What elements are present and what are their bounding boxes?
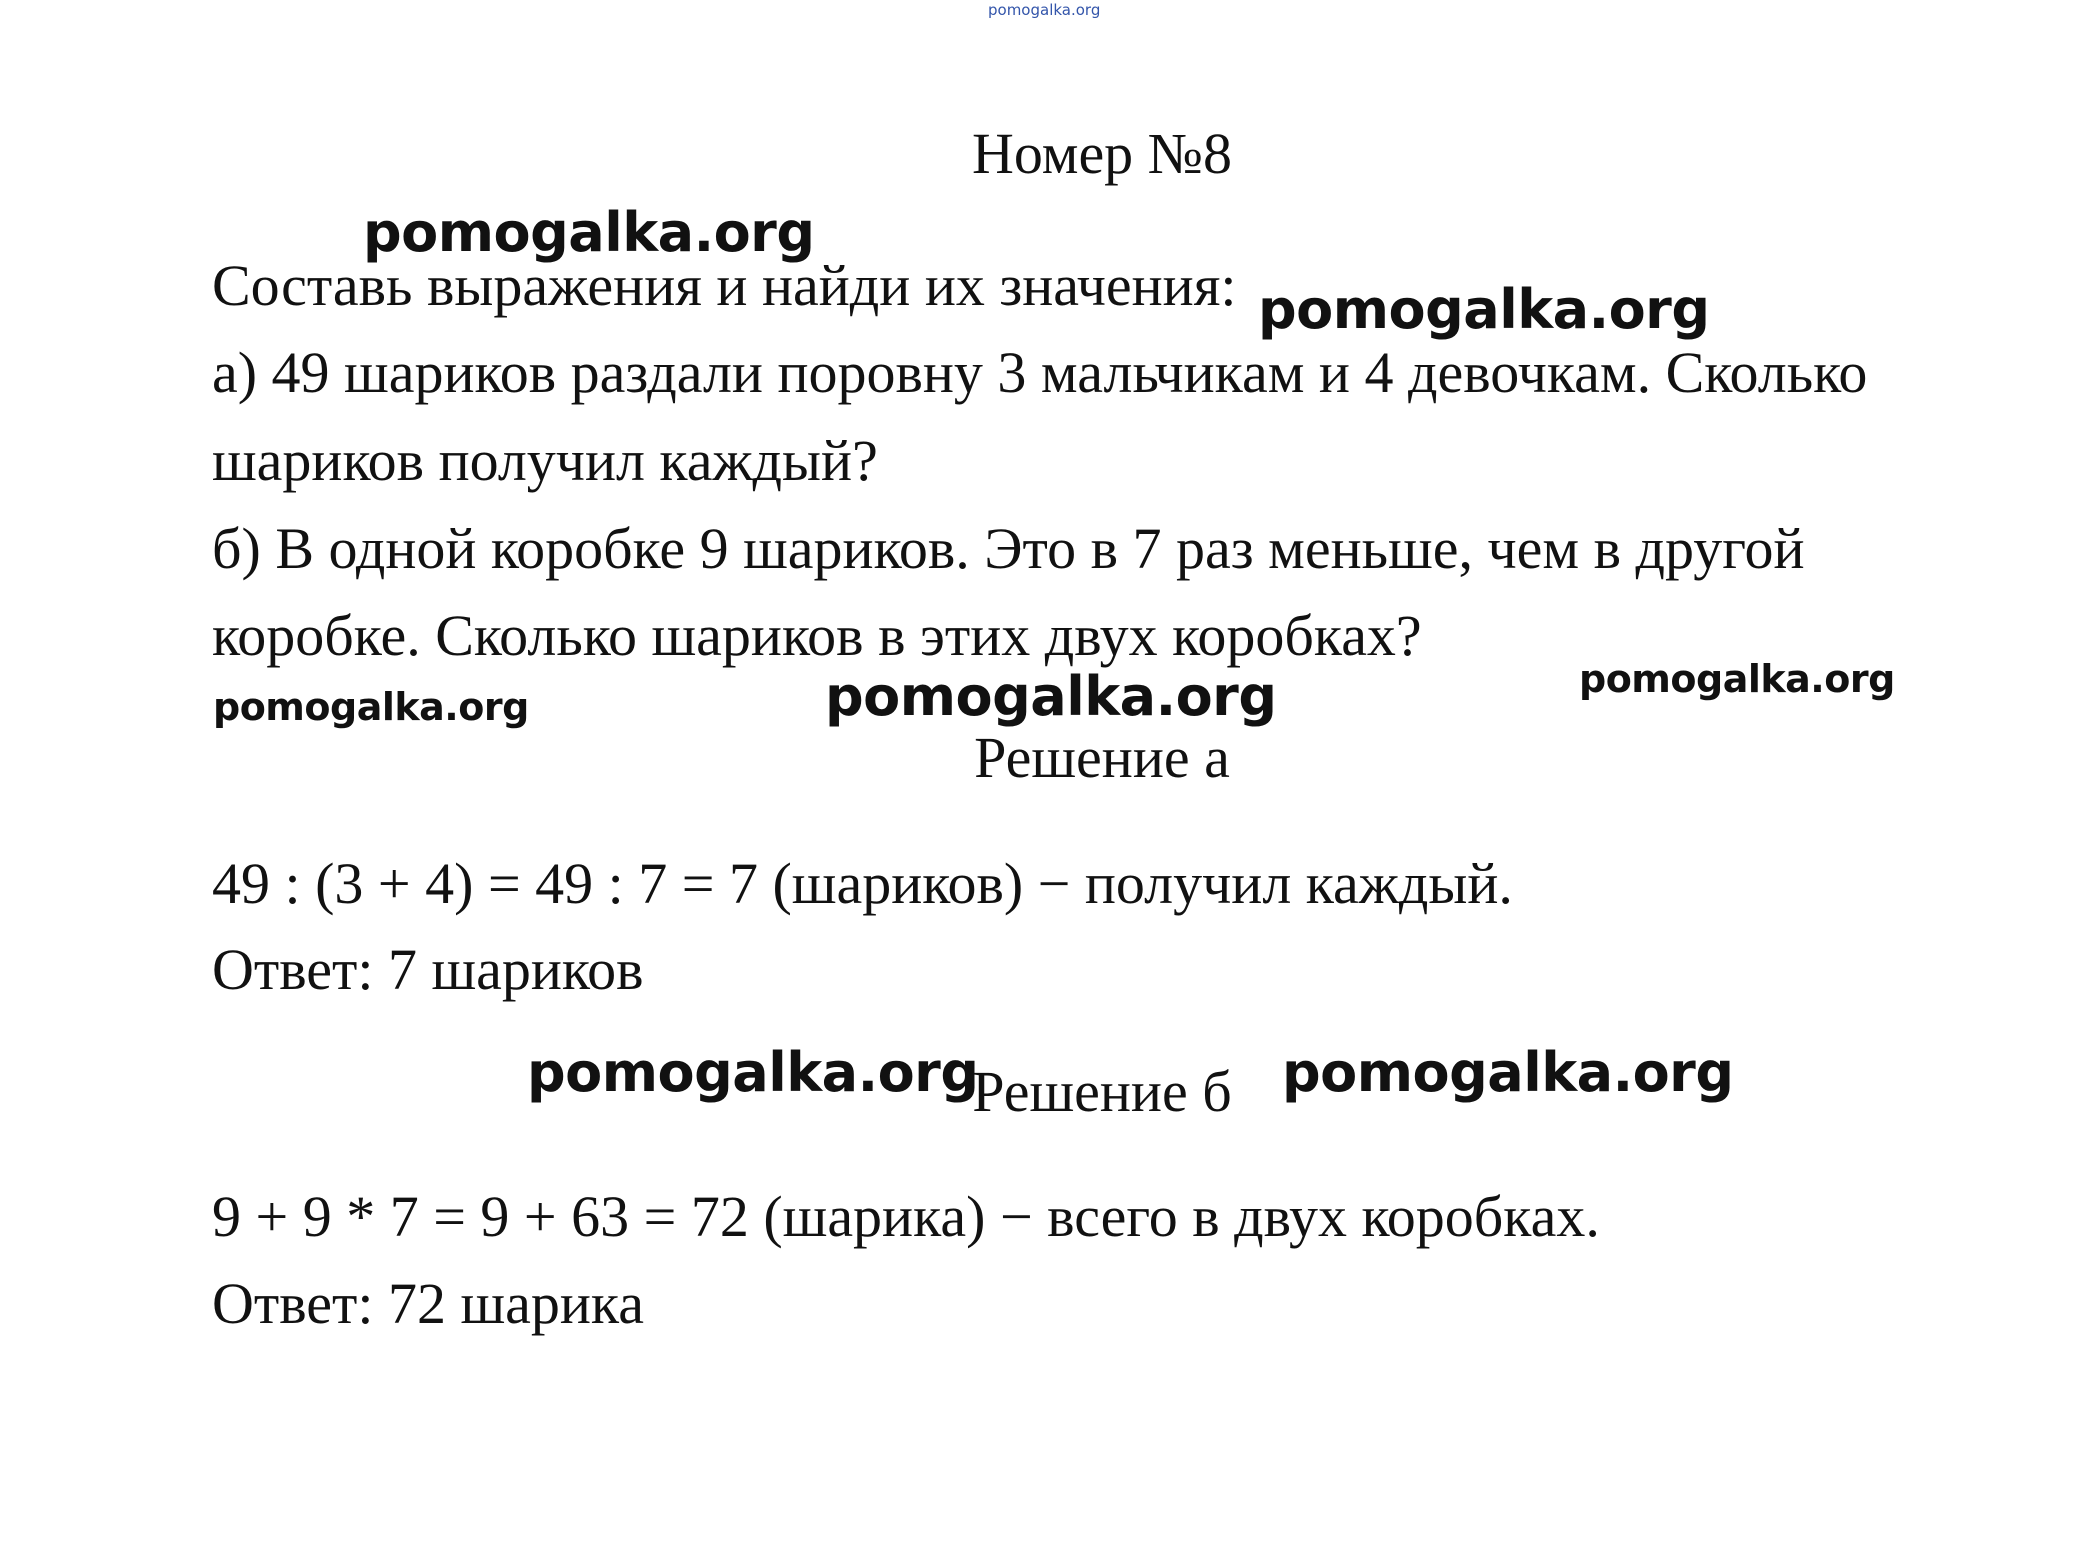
solution-b-answer: Ответ: 72 шарика bbox=[212, 1271, 644, 1336]
task-part-b-line2: коробке. Сколько шариков в этих двух коробках? bbox=[212, 603, 1422, 668]
solution-a-answer: Ответ: 7 шариков bbox=[212, 937, 644, 1002]
page-title: Номер №8 bbox=[971, 121, 1233, 186]
task-part-a-line1: а) 49 шариков раздали поровну 3 мальчикам и 4 девочкам. Сколько bbox=[212, 340, 1868, 405]
watermark: pomogalka.org bbox=[1579, 657, 1895, 701]
watermark: pomogalka.org bbox=[825, 665, 1277, 728]
task-intro: Составь выражения и найди их значения: bbox=[212, 253, 1237, 318]
task-part-a-line2: шариков получил каждый? bbox=[212, 428, 878, 493]
solution-a-equation: 49 : (3 + 4) = 49 : 7 = 7 (шариков) − получил каждый. bbox=[212, 851, 1513, 916]
watermark: pomogalka.org bbox=[213, 685, 529, 729]
solution-b-equation: 9 + 9 * 7 = 9 + 63 = 72 (шарика) − всего в двух коробках. bbox=[212, 1184, 1600, 1249]
watermark: pomogalka.org bbox=[1282, 1041, 1734, 1104]
watermark: pomogalka.org bbox=[527, 1041, 979, 1104]
watermark: pomogalka.org bbox=[1258, 278, 1710, 341]
task-part-b-line1: б) В одной коробке 9 шариков. Это в 7 раз меньше, чем в другой bbox=[212, 516, 1805, 581]
watermark: pomogalka.org bbox=[363, 201, 815, 264]
top-source-watermark: pomogalka.org bbox=[988, 1, 1101, 19]
solution-b-heading: Решение б bbox=[972, 1059, 1232, 1124]
solution-a-heading: Решение а bbox=[974, 725, 1230, 790]
